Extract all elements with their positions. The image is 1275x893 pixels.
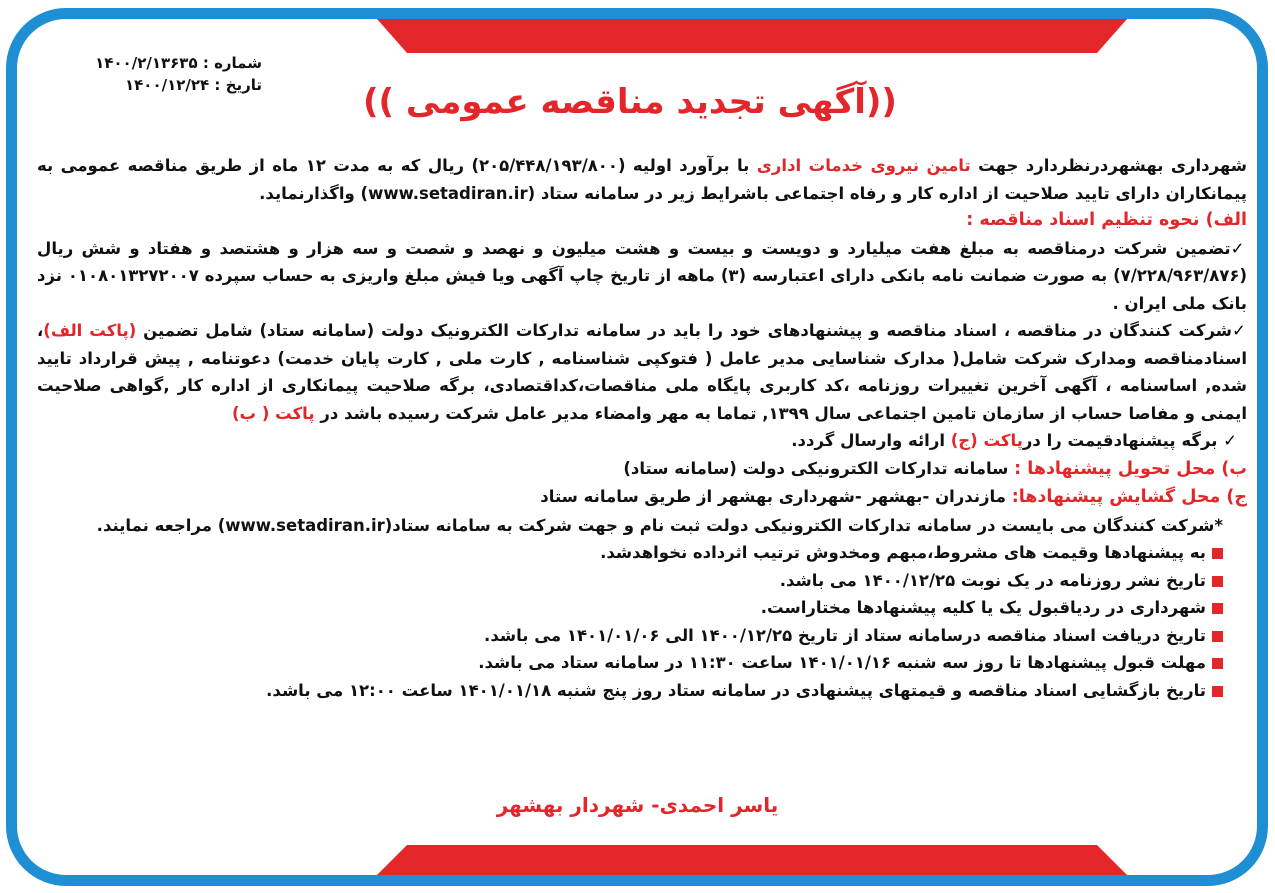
bullet-text: تاریخ نشر روزنامه در یک نوبت ۱۴۰۰/۱۲/۲۵ می باشد. (779, 570, 1206, 590)
bullet-text: تاریخ بازگشایی اسناد مناقصه و قیمتهای پیشنهادی در سامانه ستاد روز پنج شنبه ۱۴۰۱/۰۱/۱۸ ساعت ۱۲:۰۰ می باشد. (266, 680, 1206, 700)
date-value: ۱۴۰۰/۱۲/۲۴ (124, 76, 210, 94)
check-icon: ✓ (1223, 431, 1237, 450)
square-bullet-icon (1212, 603, 1223, 614)
intro-highlight: تامین نیروی خدمات اداری (756, 156, 971, 175)
number-label: شماره : (202, 54, 262, 72)
section-b-line (37, 455, 1247, 484)
list-item (37, 677, 1247, 705)
price-sheet-text-1: برگه پیشنهادقیمت را در (1022, 431, 1218, 450)
section-b-text: سامانه تدارکات الکترونیکی دولت (سامانه ستاد) (623, 458, 1015, 478)
section-c-text: مازندران -بهشهر -شهرداری بهشهر از طریق سامانه ستاد (540, 487, 1012, 506)
date-line (62, 74, 262, 96)
bullet-text: به پیشنهادها وقیمت های مشروط،مبهم ومخدوش ترتیب اثرداده نخواهدشد. (600, 543, 1206, 562)
check-icon: ✓ (1230, 238, 1247, 258)
bottom-red-bar (377, 845, 1127, 875)
price-sheet-text-2: ارائه وارسال گردد. (791, 431, 951, 450)
square-bullet-icon (1212, 631, 1223, 642)
list-item (37, 539, 1247, 567)
date-label: تاریخ : (214, 76, 262, 94)
number-line (62, 52, 262, 74)
notice-body (37, 152, 1247, 704)
intro-text-2: با برآورد اولیه (۲۰۵/۴۴۸/۱۹۳/۸۰۰) ریال که به مدت ۱۲ ماه از طریق مناقصه عمومی به پیمانکاران دارای تایید صلاحیت از اداره کار و رفاه اجتماعی باشرایط زیر در سامانه ستاد (www.setadiran.ir) واگذارنماید. (37, 156, 1247, 203)
section-c-label: ج) محل گشایش پیشنهادها: (1011, 487, 1247, 507)
list-item (37, 594, 1247, 622)
section-c-line (37, 483, 1247, 512)
signature: یاسر احمدی- شهردار بهشهر (496, 793, 779, 817)
intro-paragraph (37, 152, 1247, 207)
check-icon: ✓ (1232, 321, 1248, 340)
notice-title: ((آگهی تجدید مناقصه عمومی )) (363, 82, 897, 122)
guarantee-paragraph (37, 235, 1247, 318)
notice-meta (62, 52, 262, 96)
packet-a-label: (پاکت الف) (43, 321, 137, 340)
section-a-title: الف) نحوه تنظیم اسناد مناقصه : (966, 210, 1247, 230)
square-bullet-icon (1212, 576, 1223, 587)
register-note: *شرکت کنندگان می بایست در سامانه تدارکات الکترونیکی دولت ثبت نام و جهت شرکت به سامانه ستاد(www.setadiran.ir) مراجعه نمایند. (96, 515, 1223, 535)
intro-text-1: شهرداری بهشهردرنظردارد جهت (970, 156, 1247, 175)
top-red-bar (377, 19, 1127, 53)
participants-text-2: ، اسنادمناقصه ومدارک شرکت شامل( مدارک شناسایی مدیر عامل ( فتوکپی شناسنامه , کارت ملی , کارت پایان خدمت) دعوتنامه , پیش قرارداد تایید شده, اساسنامه ، آگهی آخرین تغییرات روزنامه ،کد کاربری پایگاه ملی مناقصات،کداقتصادی، برگه صلاحیت پیمانکاری از اداره کار ,گواهی صلاحیت ایمنی و مفاصا حساب از سازمان تامین اجتماعی سال ۱۳۹۹, تماما به مهر وامضاء مدیر عامل شرکت رسیده باشد در (37, 321, 1247, 423)
square-bullet-icon (1212, 658, 1223, 669)
participants-text-1: شرکت کنندگان در مناقصه ، اسناد مناقصه و پیشنهادهای خود را باید در سامانه تدارکات الکترونیک دولت (سامانه ستاد) شامل تضمین (136, 321, 1232, 340)
bullet-text: تاریخ دریافت اسناد مناقصه درسامانه ستاد از تاریخ ۱۴۰۰/۱۲/۲۵ الی ۱۴۰۱/۰۱/۰۶ می باشد. (484, 625, 1206, 645)
bullet-text: شهرداری در ردیاقبول یک یا کلیه پیشنهادها مختاراست. (760, 598, 1206, 617)
list-item (37, 649, 1247, 677)
packet-b-label: پاکت ( ب) (231, 403, 315, 423)
list-item (37, 567, 1247, 595)
participants-paragraph (37, 317, 1247, 427)
number-value: ۱۴۰۰/۲/۱۳۶۳۵ (95, 54, 198, 72)
square-bullet-icon (1212, 686, 1223, 697)
square-bullet-icon (1212, 548, 1223, 559)
guarantee-text: تضمین شرکت درمناقصه به مبلغ هفت میلیارد و دویست و بیست و هشت میلیون و نهصد و شصت و سه هزار و هشتصد و هفتاد و شش ریال (۷/۲۲۸/۹۶۳/۸۷۶) به صورت ضمانت نامه بانکی دارای اعتبارسه (۳) ماهه از تاریخ چاپ آگهی ویا فیش مبلغ واریزی به حساب سپرده ۰۱۰۸۰۱۳۲۷۲۰۰۷ نزد بانک ملی ایران . (37, 238, 1247, 313)
packet-c-label: پاکت (ج) (950, 431, 1023, 450)
section-b-label: ب) محل تحویل پیشنهادها : (1014, 458, 1247, 479)
bullet-text: مهلت قبول پیشنهادها تا روز سه شنبه ۱۴۰۱/۰۱/۱۶ ساعت ۱۱:۳۰ در سامانه ستاد می باشد. (478, 653, 1206, 672)
list-item (37, 622, 1247, 650)
price-sheet-paragraph (37, 427, 1247, 455)
